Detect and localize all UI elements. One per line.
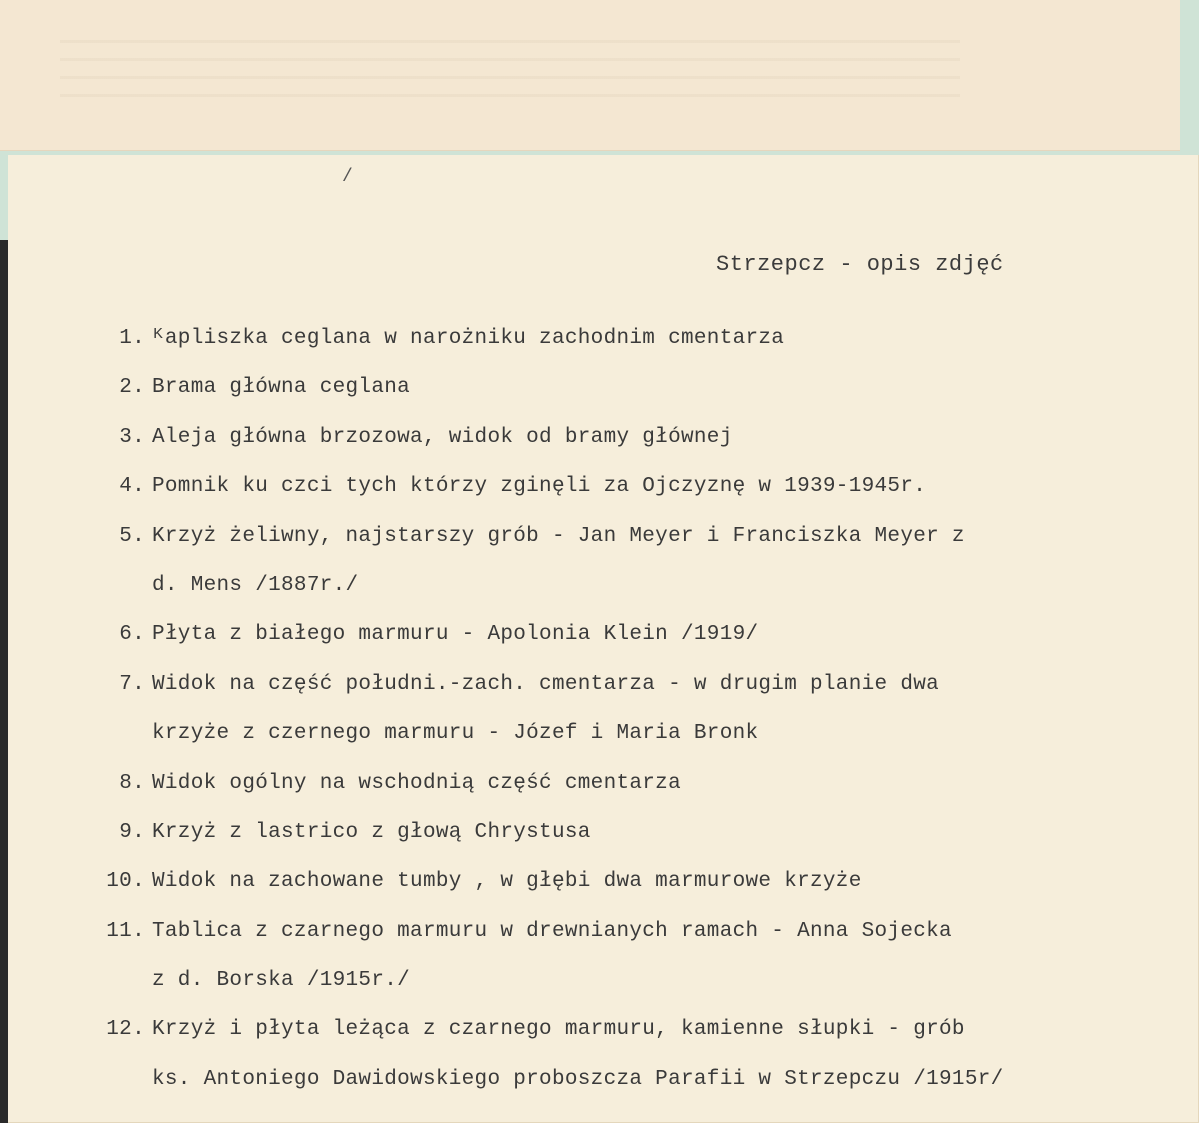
ink-mark: / [342,167,353,187]
list-item [8,475,1199,524]
list-item [8,920,1199,969]
entry-text: Aleja główna brzozowa, widok od bramy głównej [152,425,733,449]
list-item [8,1018,1199,1067]
entry-text: ks. Antoniego Dawidowskiego proboszcza Parafii w Strzepczu /1915r/ [152,1067,1004,1091]
entry-text: Krzyż i płyta leżąca z czarnego marmuru, kamienne słupki - grób [152,1018,965,1042]
list-item [8,722,1199,771]
entry-text: Pomnik ku czci tych którzy zginęli za Ojczyznę w 1939-1945r. [152,475,927,499]
entry-number: 6. [119,623,145,647]
list-item [8,623,1199,672]
list-item [8,426,1199,475]
list-item [8,1068,1199,1117]
entry-text: Krzyż żeliwny, najstarszy grób - Jan Meyer i Franciszka Meyer z [152,524,965,548]
document-title: Strzepcz - opis zdjęć [716,252,1004,277]
list-item [8,673,1199,722]
entry-text: Widok na część południ.-zach. cmentarza - w drugim planie dwa [152,672,940,696]
entry-text: z d. Borska /1915r./ [152,969,411,993]
list-item [8,772,1199,821]
entry-number: 5. [119,524,145,548]
entry-number: 7. [119,672,145,696]
entry-number: 9. [119,820,145,844]
entry-number: 12. [106,1018,145,1042]
entry-text: krzyże z czernego marmuru - Józef i Maria Bronk [152,722,759,746]
list-item [8,969,1199,1018]
list-item [8,327,1199,376]
entry-number: 2. [119,376,145,400]
entry-number: 1. [119,327,145,350]
entry-text: Widok na zachowane tumby , w głębi dwa marmurowe krzyże [152,870,862,894]
entry-number: 4. [119,475,145,499]
list-item [8,870,1199,919]
background-edge [0,240,8,1123]
list-item [8,821,1199,870]
entry-number: 11. [106,919,145,943]
entry-number: 10. [106,870,145,894]
entry-text: d. Mens /1887r./ [152,573,359,597]
list-item [8,376,1199,425]
entry-text: Tablica z czarnego marmuru w drewnianych ramach - Anna Sojecka [152,919,952,943]
entry-text: Płyta z białego marmuru - Apolonia Klein /1919/ [152,623,759,647]
entry-text: Widok ogólny na wschodnią część cmentarza [152,771,681,795]
list-item [8,525,1199,574]
entry-text: Brama główna ceglana [152,376,411,400]
typed-document-sheet [8,155,1199,1123]
top-paper-sheet [0,0,1180,151]
photo-description-list [8,327,1199,1117]
entry-number: 3. [119,425,145,449]
entry-number: 8. [119,771,145,795]
entry-text: Krzyż z lastrico z głową Chrystusa [152,820,591,844]
entry-text: ᴷapliszka ceglana w narożniku zachodnim cmentarza [152,327,785,350]
list-item [8,574,1199,623]
